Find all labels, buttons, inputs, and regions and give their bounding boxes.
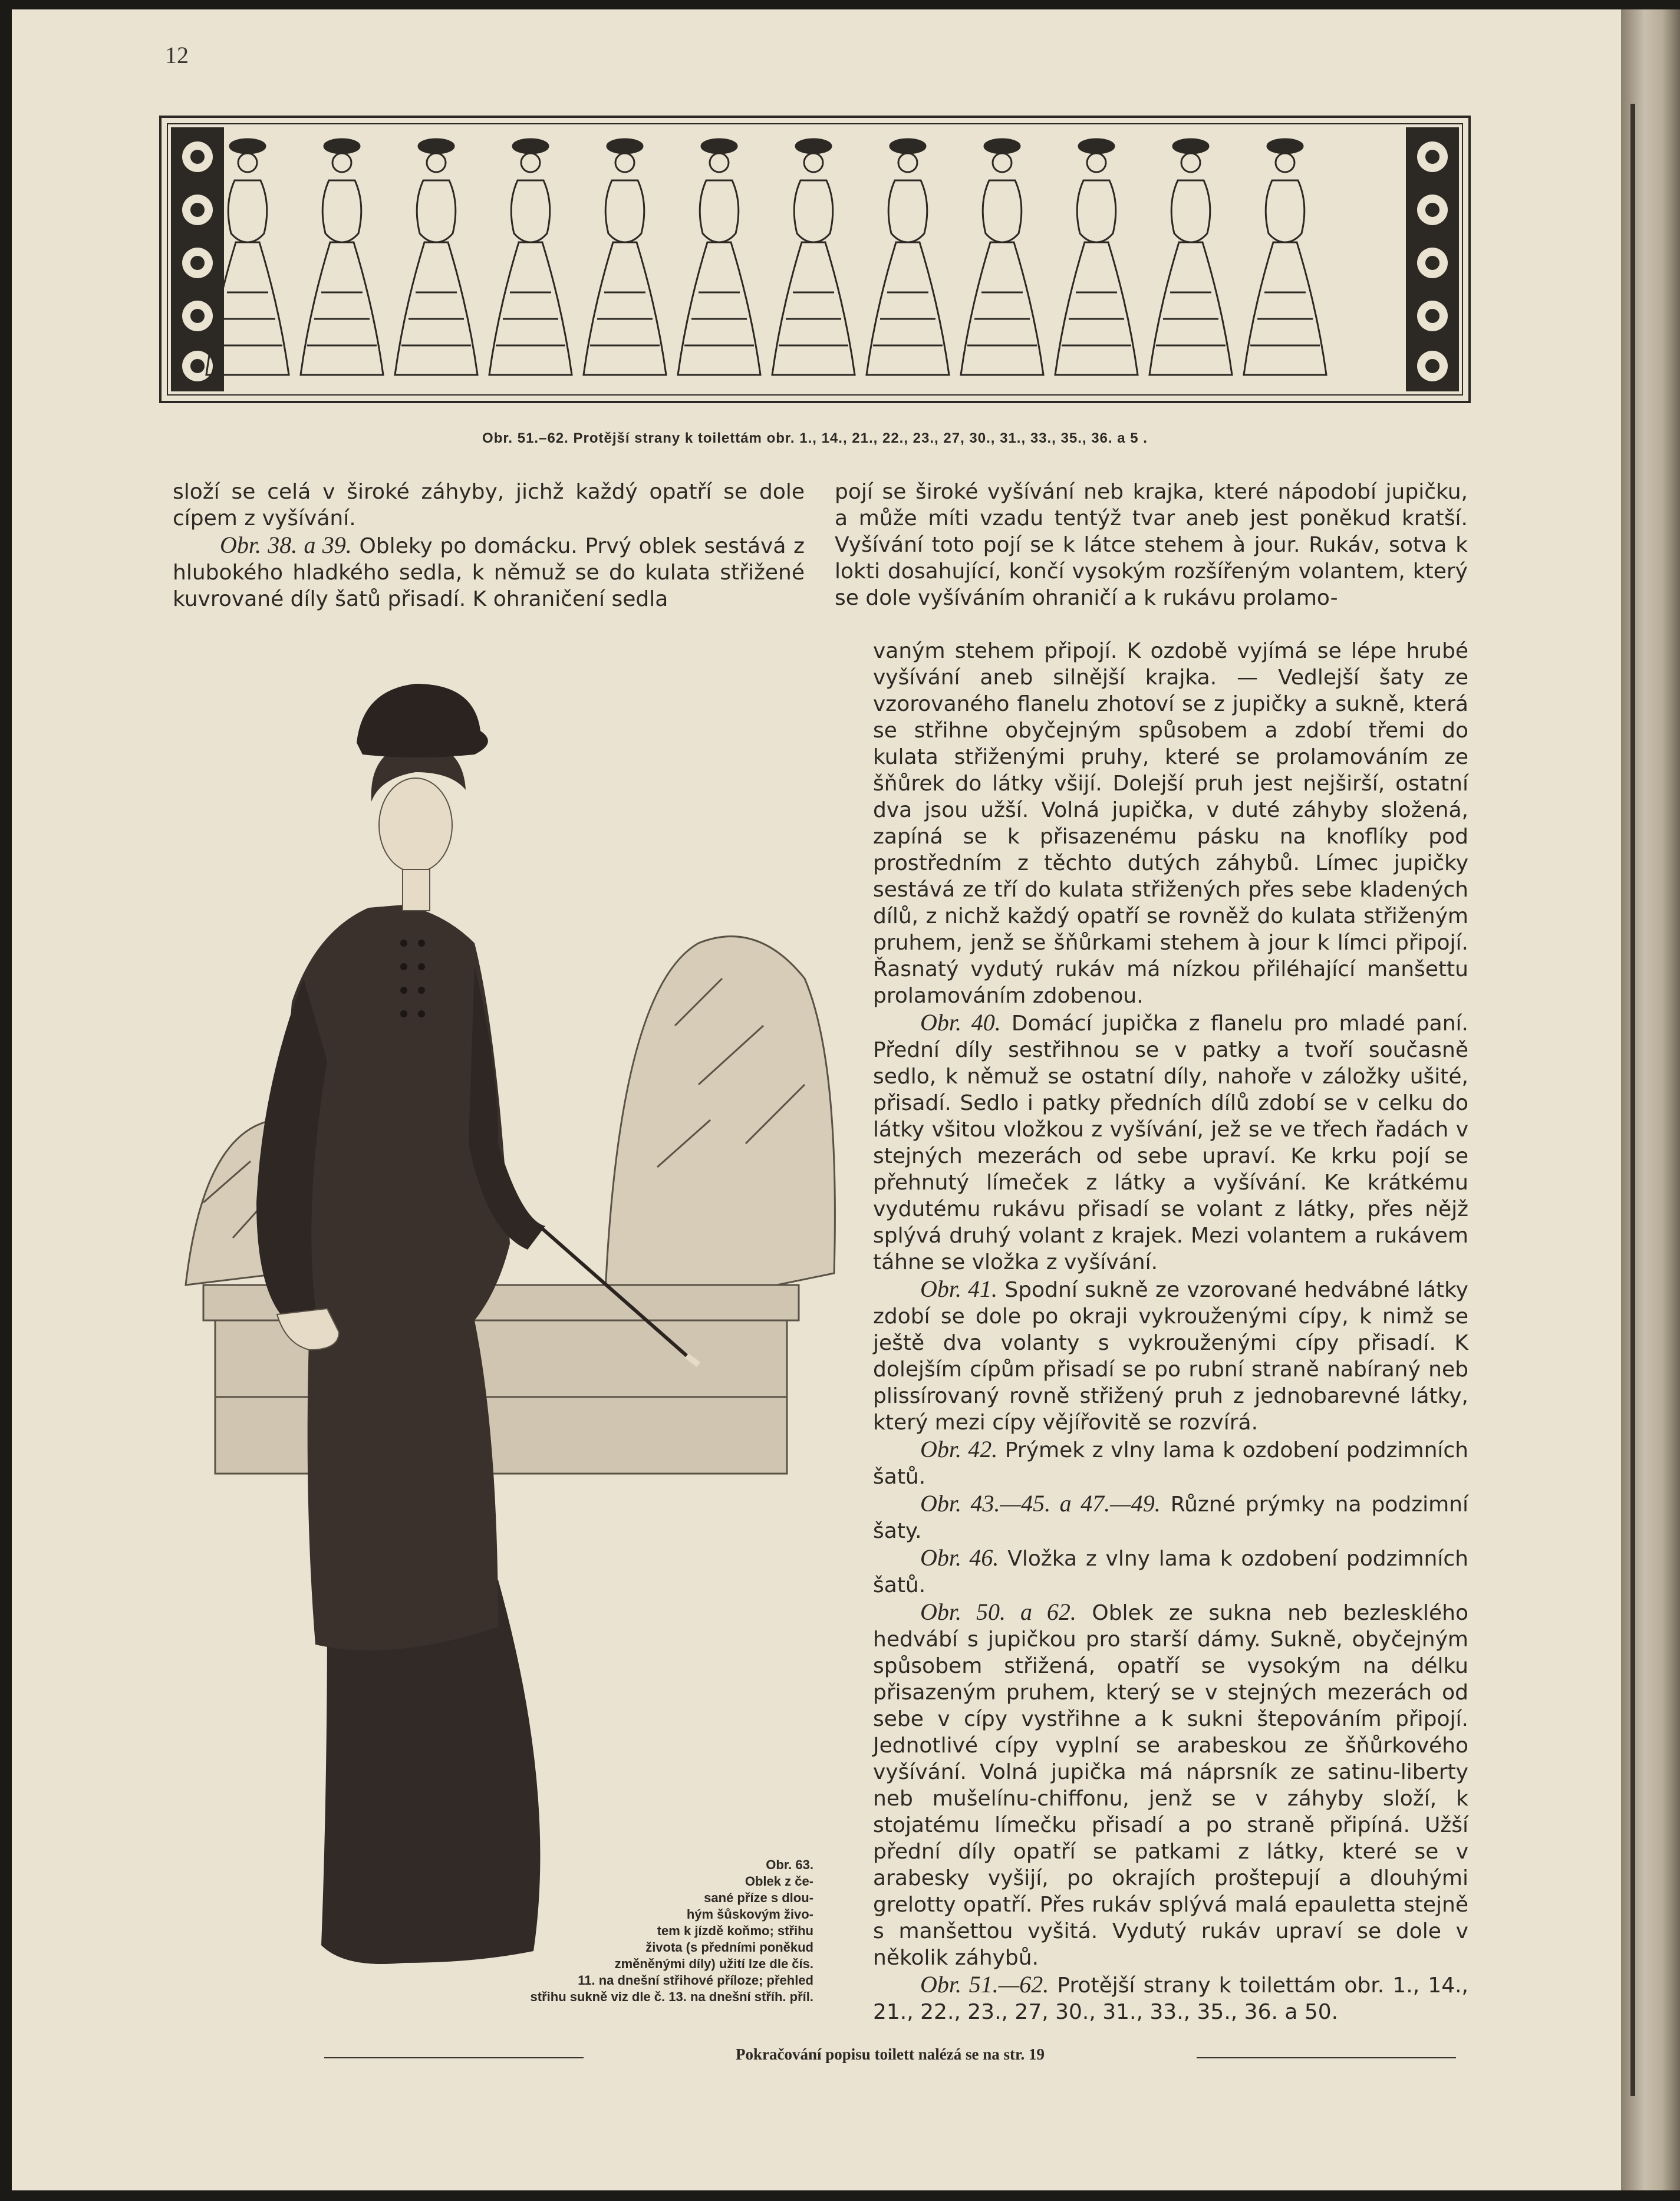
hat	[357, 684, 488, 757]
banner-figure	[867, 139, 949, 375]
left-ornament-panel	[171, 127, 224, 391]
left-column-text	[173, 479, 805, 612]
banner-figure	[1244, 139, 1326, 375]
right-paragraph: Obr. 43.—45. a 47.—49. Různé prýmky na podzimní šaty.	[873, 1490, 1468, 1543]
banner-figure	[584, 139, 666, 375]
right-paragraph: Obr. 41. Spodní sukně ze vzorované hedvábné látky zdobí se dole po okraji vykrouženými cípy, k nimž se ještě dva volanty s vykrouženými cípy přisadí. K dolejším cípům přisadí se po rubní straně nabíraný neb plissírovaný rovně střižený pruh z jednobarevné látky, který mezi cípy vějířovitě se rozvírá.	[873, 1276, 1468, 1435]
fashion-figures	[206, 139, 1326, 375]
footer-rule-left	[324, 2057, 584, 2058]
banner-figure	[772, 139, 855, 375]
banner-caption: Obr. 51.–62. Protější strany k toilettám obr. 1., 14., 21., 22., 23., 27, 30., 31., 33., 35., 36. a 5 .	[482, 430, 1148, 446]
right-paragraph: Obr. 46. Vložka z vlny lama k ozdobení podzimních šatů.	[873, 1544, 1468, 1597]
collar	[403, 869, 430, 911]
figure-reference: Obr. 41.	[920, 1276, 997, 1302]
left-paragraph-1: složí se celá v široké záhyby, jichž každý opatří se dole cípem z vyšívání.	[173, 480, 805, 531]
figure-reference: Obr. 51.—62.	[920, 1971, 1049, 1998]
banner-figure	[1149, 139, 1232, 375]
face	[379, 778, 452, 872]
right-column-text	[873, 638, 1468, 2025]
right-paragraph: Obr. 50. a 62. Oblek ze sukna neb bezlesklého hedvábí s jupičkou pro starší dámy. Sukně, obyčejným spůsobem střižená, opatří se vysokým na délku přisazeným pruhem, který se v stejných mezerách od sebe v cípy vystřihne a k sukni štepováním připojí. Jednotlivé cípy vyplní se arabeskou ze šňůrkového vyšívání. Volná jupička má náprsník ze satinu-liberty neb mušelínu-chiffonu, jenž se v záhyby složí, k stojatému límečku přisadí a po straně připíná. Užší přední díly opatří se patkami z látky, které se v arabesky vyšijí, po okrajích proštepují a dlouhými grelotty opatří. Přes rukáv splývá malá epauletta stejně s manšettou vyšitá. Vydutý rukáv upraví se dole v několik záhybů.	[873, 1599, 1468, 1970]
figure-caption: Obr. 63. Oblek z če- sané příze s dlou- hým šůskovým živo- tem k jízdě koňmo; střihu života (s předními poněkud změněnými díly) užití lze dle čís. 11. na dnešní střihové příloze; přehled střihu sukně viz dle č. 13. na dnešní stříh. příl.	[530, 1857, 813, 2004]
footer-text: Pokračování popisu toilett nalézá se na str. 19	[735, 2045, 1045, 2063]
riding-costume-illustration	[168, 613, 843, 2004]
banner-figure	[1055, 139, 1138, 375]
page-spine	[1630, 104, 1635, 2096]
right-ornament-panel	[1406, 127, 1459, 391]
left-paragraph-2: Obr. 38. a 39. Obleky po domácku. Prvý oblek sestává z hlubokého hladkého sedla, k němuž se do kulata střižené kuvrované díly šatů přisadí. K ohraničení sedla	[173, 532, 805, 611]
figure-reference: Obr. 46.	[920, 1544, 999, 1571]
banner-figure	[395, 139, 477, 375]
right-paragraph: vaným stehem připojí. K ozdobě vyjímá se lépe hrubé vyšívání aneb silnější krajka. — Vedlejší šaty ze vzorovaného flanelu zhotoví se z jupičky a sukně, která se střihne obyčejným spůsobem a zdobí třemi do kulata střiženými pruhy, které se prolamováním ze šňůrek do látky všijí. Dolejší pruh jest nejširší, ostatní dva jsou užší. Volná jupička, v duté záhyby složená, zapíná se k přisazenému pásku na knoflíky pod prostředním z těchto dutých záhybů. Límec jupičky sestává ze tří do kulata střižených přes sebe kladených dílů, z nichž každý opatří se rovněž do kulata střiženým pruhem, jenž se šňůrkami stehem à jour k límci připojí. Řasnatý vydutý rukáv má nízkou přiléhající manšettu prolamováním zdobenou.	[873, 639, 1468, 1008]
right-paragraph: Obr. 42. Prýmek z vlny lama k ozdobení podzimních šatů.	[873, 1436, 1468, 1489]
figure-reference: Obr. 50. a 62.	[920, 1599, 1076, 1625]
figure-reference: Obr. 43.—45. a 47.—49.	[920, 1490, 1161, 1517]
continuation-footer	[324, 2045, 1462, 2069]
figure-reference: Obr. 40.	[920, 1009, 1001, 1036]
right-paragraph: Obr. 51.—62. Protější strany k toilettám obr. 1., 14., 21., 22., 23., 27, 30., 31., 33., 35., 36. a 50.	[873, 1971, 1468, 2024]
figure-reference: Obr. 38. a 39.	[220, 532, 352, 558]
right-paragraph: Obr. 40. Domácí jupička z flanelu pro mladé paní. Přední díly sestřihnou se v patky a tvoří současně sedlo, k němuž se ostatní díly, nahoře v záložky ušité, přisadí. Sedlo i patky předních dílů zdobí se v celku do látky všitou vložkou z vyšívání, jež se ve třech řadách v stejných mezerách od sebe upraví. Ke krku pojí se přehnutý límeček z látky a vyšívání. Ke krátkému vydutému rukávu přisadí se volant z látky, přes nějž splývá druhý volant z krajek. Mezi volantem a rukávem táhne se vložka z vyšívání.	[873, 1009, 1468, 1274]
page-number: 12	[165, 42, 189, 68]
banner-figure	[301, 139, 383, 375]
fashion-banner-illustration	[159, 116, 1471, 403]
banner-figure	[489, 139, 572, 375]
adjacent-page-edge	[1621, 9, 1680, 2190]
banner-figure	[678, 139, 760, 375]
footer-rule-right	[1197, 2057, 1456, 2058]
right-column-top-text: pojí se široké vyšívání neb krajka, které nápodobí jupičku, a může míti vzadu tentýž tvar aneb jest poněkud kratší. Vyšívání toto pojí se k látce stehem à jour. Rukáv, sotva k lokti dosahující, končí vysokým rozšířeným volantem, který se dole vyšíváním ohraničí a k rukávu prolamo-	[835, 480, 1468, 610]
banner-figure	[961, 139, 1043, 375]
figure-reference: Obr. 42.	[920, 1436, 998, 1462]
shrubbery-right	[604, 937, 835, 1320]
